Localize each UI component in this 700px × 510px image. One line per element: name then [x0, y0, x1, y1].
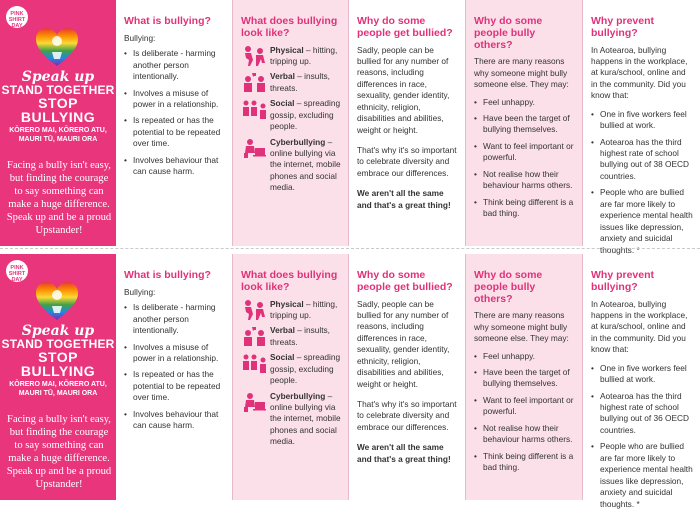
- cover-panel: [0, 0, 116, 246]
- social-bullying-icon: [241, 98, 267, 120]
- list-item: • Aotearoa has the third highest rate of school bullying out of 38 OECD countries.: [591, 137, 693, 183]
- list-item: • Think being different is a bad thing.: [474, 197, 575, 220]
- list-item: • Think being different is a bad thing.: [474, 451, 575, 474]
- what-is-bullying-panel: [116, 254, 233, 500]
- paragraph: Sadly, people can be bullied for any number of reasons, including differences in race, sexuality, gender identity, ethnicity, religion, disabilities and abilities, weight or height.: [357, 298, 450, 389]
- panel-title: Why do some people get bullied?: [357, 269, 453, 293]
- paragraph-emphasis: We aren't all the same and that's a great thing!: [357, 188, 451, 210]
- cyberbullying-icon: [241, 391, 267, 413]
- panel-title: Why do some people bully others?: [474, 269, 543, 305]
- slogan: Speak up STAND TOGETHER STOP BULLYING KŌRERO MAI, KŌRERO ATU, MAURI TŪ, MAURI ORA: [1, 323, 115, 397]
- panel-title: Why do some people bully others?: [474, 15, 543, 51]
- list-item: • Want to feel important or powerful.: [474, 141, 575, 164]
- list-item: • Feel unhappy.: [474, 97, 575, 108]
- list-item: • Feel unhappy.: [474, 351, 575, 362]
- panel-intro: There are many reasons why someone might bully someone else. They may:: [474, 310, 569, 344]
- cyberbullying-icon: [241, 137, 267, 159]
- bullying-looks-like-panel: [233, 0, 349, 246]
- list-item: • Involves behaviour that can cause harm.: [124, 409, 225, 432]
- panel-intro: In Aotearoa, bullying happens in the workplace, at kura/school, online and in the community. Did you know that:: [591, 298, 688, 355]
- bullying-type-verbal: Verbal – insults, threats.: [241, 325, 341, 348]
- panel-title: Why prevent bullying?: [591, 269, 655, 293]
- rainbow-heart-icon: [34, 280, 80, 322]
- list-item: • People who are bullied are far more likely to experience mental health issues like depression, anxiety and suicidal thoughts. *: [591, 187, 693, 256]
- list-item: • People who are bullied are far more likely to experience mental health issues like depression, anxiety and suicidal thoughts. *: [591, 441, 693, 510]
- bullying-type-cyber: Cyberbullying – online bullying via the internet, mobile phones and social media.: [241, 137, 341, 194]
- cover-panel: [0, 254, 116, 500]
- list-item: • Not realise how their behaviour harms others.: [474, 423, 575, 446]
- bookmark-bottom: [0, 254, 700, 509]
- bullying-looks-like-panel: [233, 254, 349, 500]
- cut-line: [0, 248, 700, 249]
- list-item: • Is deliberate - harming another person intentionally.: [124, 302, 225, 336]
- bullying-type-physical: Physical – hitting, tripping up.: [241, 299, 341, 322]
- panel-title: Why do some people get bullied?: [357, 15, 453, 39]
- paragraph-emphasis: We aren't all the same and that's a great thing!: [357, 442, 451, 464]
- rainbow-heart-icon: [34, 26, 80, 68]
- paragraph: That's why it's so important to celebrate diversity and embrace our differences.: [357, 145, 457, 178]
- panel-title: What is bullying?: [124, 15, 211, 27]
- list-item: • Is repeated or has the potential to be repeated over time.: [124, 115, 225, 149]
- physical-bullying-icon: [241, 45, 267, 67]
- list-item: • Not realise how their behaviour harms others.: [474, 169, 575, 192]
- panel-title: Why prevent bullying?: [591, 15, 655, 39]
- paragraph: Sadly, people can be bullied for any number of reasons, including differences in race, sexuality, gender identity, ethnicity, religion, disabilities and abilities, weight or height.: [357, 44, 450, 135]
- paragraph: That's why it's so important to celebrate diversity and embrace our differences.: [357, 399, 457, 432]
- cover-message: Facing a bully isn't easy, but finding the courage to say something can make a huge difference. Speak up and be a proud Upstander!: [6, 414, 112, 490]
- why-prevent-panel: [583, 254, 700, 509]
- panel-title: What does bullying look like?: [241, 15, 338, 39]
- bullying-type-social: Social – spreading gossip, excluding people.: [241, 98, 341, 132]
- list-item: • Is deliberate - harming another person intentionally.: [124, 48, 225, 82]
- panel-title: What does bullying look like?: [241, 269, 338, 293]
- list-item: • Involves a misuse of power in a relationship.: [124, 88, 225, 111]
- bullying-type-physical: Physical – hitting, tripping up.: [241, 45, 341, 68]
- verbal-bullying-icon: [241, 325, 267, 347]
- panel-intro: In Aotearoa, bullying happens in the workplace, at kura/school, online and in the community. Did you know that:: [591, 44, 688, 101]
- list-item: • Aotearoa has the third highest rate of school bullying out of 36 OECD countries.: [591, 391, 693, 437]
- why-bully-panel: [466, 0, 583, 246]
- why-bully-panel: [466, 254, 583, 500]
- why-bullied-panel: [349, 0, 466, 246]
- list-item: • Have been the target of bullying themselves.: [474, 113, 575, 136]
- list-item: • One in five workers feel bullied at work.: [591, 363, 693, 386]
- pink-shirt-day-logo-icon: PINK SHIRT DAY: [6, 6, 28, 28]
- bullying-type-verbal: Verbal – insults, threats.: [241, 71, 341, 94]
- list-item: • Involves a misuse of power in a relationship.: [124, 342, 225, 365]
- bullying-type-cyber: Cyberbullying – online bullying via the internet, mobile phones and social media.: [241, 391, 341, 448]
- slogan: Speak up STAND TOGETHER STOP BULLYING KŌRERO MAI, KŌRERO ATU, MAURI TŪ, MAURI ORA: [1, 69, 115, 143]
- panel-intro: Bullying:: [124, 32, 156, 43]
- what-is-bullying-panel: [116, 0, 233, 246]
- physical-bullying-icon: [241, 299, 267, 321]
- panel-intro: Bullying:: [124, 286, 156, 297]
- list-item: • Is repeated or has the potential to be repeated over time.: [124, 369, 225, 403]
- panel-intro: There are many reasons why someone might bully someone else. They may:: [474, 56, 569, 90]
- cover-message: Facing a bully isn't easy, but finding the courage to say something can make a huge difference. Speak up and be a proud Upstander!: [6, 160, 112, 236]
- list-item: • One in five workers feel bullied at work.: [591, 109, 693, 132]
- list-item: • Want to feel important or powerful.: [474, 395, 575, 418]
- panel-title: What is bullying?: [124, 269, 211, 281]
- why-prevent-panel: [583, 0, 700, 255]
- list-item: • Have been the target of bullying themselves.: [474, 367, 575, 390]
- list-item: • Involves behaviour that can cause harm.: [124, 155, 225, 178]
- bullying-type-social: Social – spreading gossip, excluding people.: [241, 352, 341, 386]
- why-bullied-panel: [349, 254, 466, 500]
- social-bullying-icon: [241, 352, 267, 374]
- verbal-bullying-icon: [241, 71, 267, 93]
- pink-shirt-day-logo-icon: PINK SHIRT DAY: [6, 260, 28, 282]
